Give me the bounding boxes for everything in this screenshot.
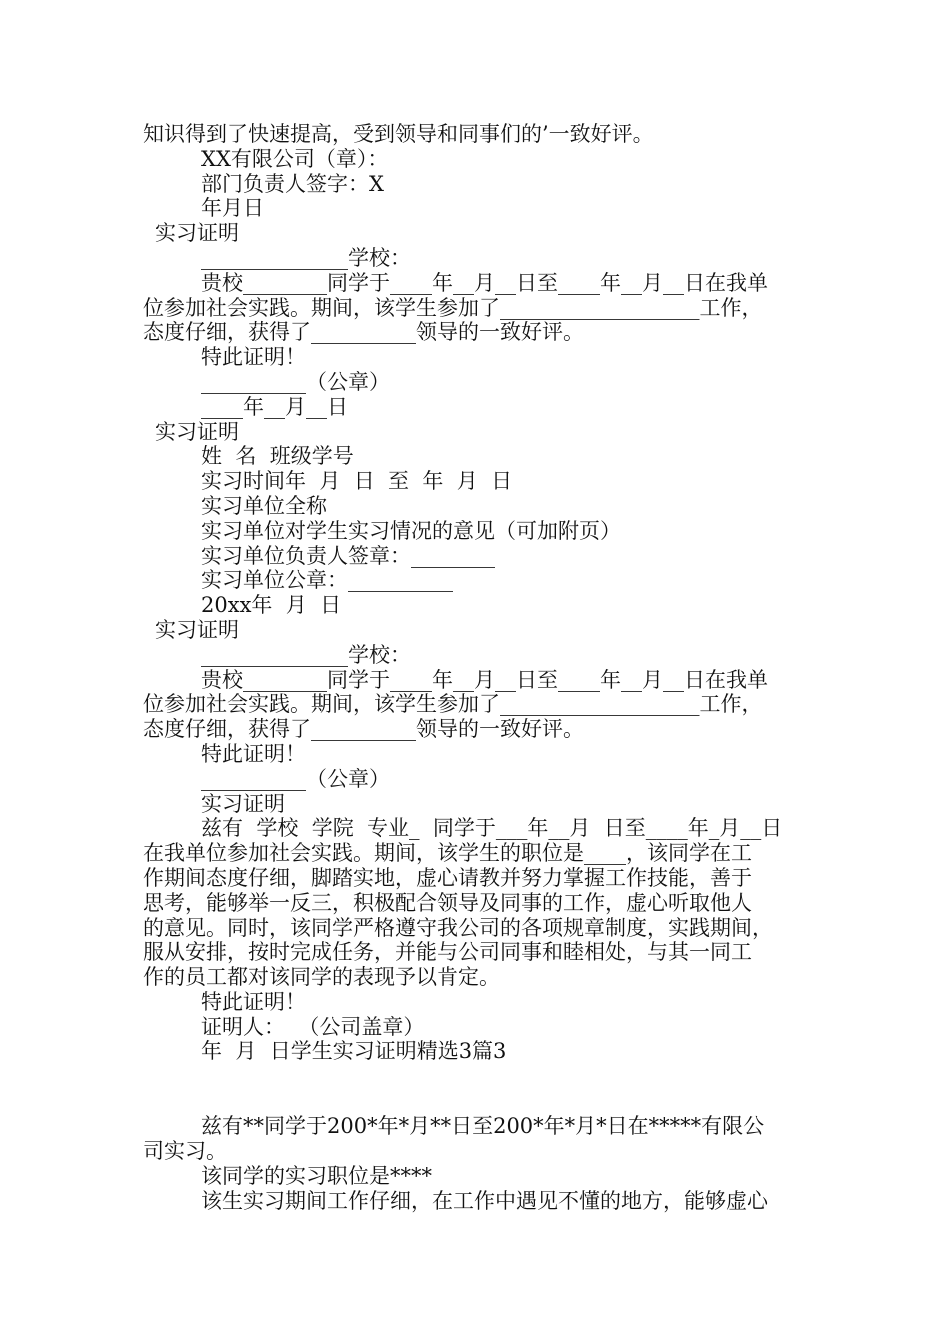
- text-line: 实习单位公章：__________: [201, 568, 453, 593]
- text-line: 兹有 学校 学院 专业_ 同学于___年__月 日至____年_月__日: [201, 816, 783, 841]
- text-line: __________（公章）: [201, 766, 390, 791]
- text-line: 服从安排，按时完成任务，并能与公司同事和睦相处，与其一同工: [143, 940, 752, 965]
- text-line: 作的员工都对该同学的表现予以肯定。: [143, 965, 500, 990]
- text-line: 年 月 日学生实习证明精选3篇3: [201, 1039, 507, 1064]
- document-page: [143, 122, 823, 1213]
- text-line: __________（公章）: [201, 369, 390, 394]
- text-line: 20xx年 月 日: [201, 593, 342, 618]
- text-line: 作期间态度仔细，脚踏实地，虚心请教并努力掌握工作技能，善于: [143, 865, 752, 890]
- text-line: 实习时间年 月 日 至 年 月 日: [201, 469, 513, 494]
- text-line: ______________学校：: [201, 245, 411, 270]
- text-line: 实习单位负责人签章：________: [201, 543, 495, 568]
- text-line: 证明人： （公司盖章）: [201, 1014, 425, 1039]
- text-line: 态度仔细，获得了__________领导的一致好评。: [143, 717, 584, 742]
- text-line: 位参加社会实践。期间，该学生参加了___________________工作，: [143, 295, 763, 320]
- text-line: 思考，能够举一反三，积极配合领导及同事的工作，虚心听取他人: [143, 890, 752, 915]
- text-line: 该生实习期间工作仔细，在工作中遇见不懂的地方，能够虚心: [201, 1188, 768, 1213]
- text-line: 特此证明！: [201, 741, 306, 766]
- text-line: 的意见。同时，该同学严格遵守我公司的各项规章制度，实践期间，: [143, 915, 773, 940]
- text-line: ____年__月__日: [201, 394, 348, 419]
- text-line: 该同学的实习职位是****: [201, 1163, 432, 1188]
- text-line: 姓 名 班级学号: [201, 444, 354, 469]
- text-line: 在我单位参加社会实践。期间，该学生的职位是____，该同学在工: [143, 841, 752, 866]
- text-line: 年月日: [201, 196, 264, 221]
- text-line: 态度仔细，获得了__________领导的一致好评。: [143, 320, 584, 345]
- text-line: 实习单位全称: [201, 493, 327, 518]
- text-line: 司实习。: [143, 1139, 227, 1164]
- section-heading: 实习证明: [155, 221, 239, 246]
- text-line: 贵校________同学于____年__月__日至____年__月__日在我单: [201, 667, 768, 692]
- text-line: 特此证明！: [201, 989, 306, 1014]
- section-heading: 实习证明: [155, 617, 239, 642]
- text-line: ______________学校：: [201, 642, 411, 667]
- text-line: XX有限公司（章）：: [201, 146, 389, 171]
- text-line: 知识得到了快速提高，受到领导和同事们的’一致好评。: [143, 122, 654, 146]
- text-line: 兹有**同学于200*年*月**日至200*年*月*日在*****有限公: [201, 1114, 765, 1139]
- section-heading: 实习证明: [155, 419, 239, 444]
- text-line: 贵校________同学于____年__月__日至____年__月__日在我单: [201, 270, 768, 295]
- text-line: 特此证明！: [201, 345, 306, 370]
- text-line: 实习单位对学生实习情况的意见（可加附页）: [201, 518, 621, 543]
- text-line: 部门负责人签字：X: [201, 171, 384, 196]
- spacer: [143, 1064, 823, 1114]
- text-line: 实习证明: [201, 791, 285, 816]
- text-line: 位参加社会实践。期间，该学生参加了___________________工作，: [143, 692, 763, 717]
